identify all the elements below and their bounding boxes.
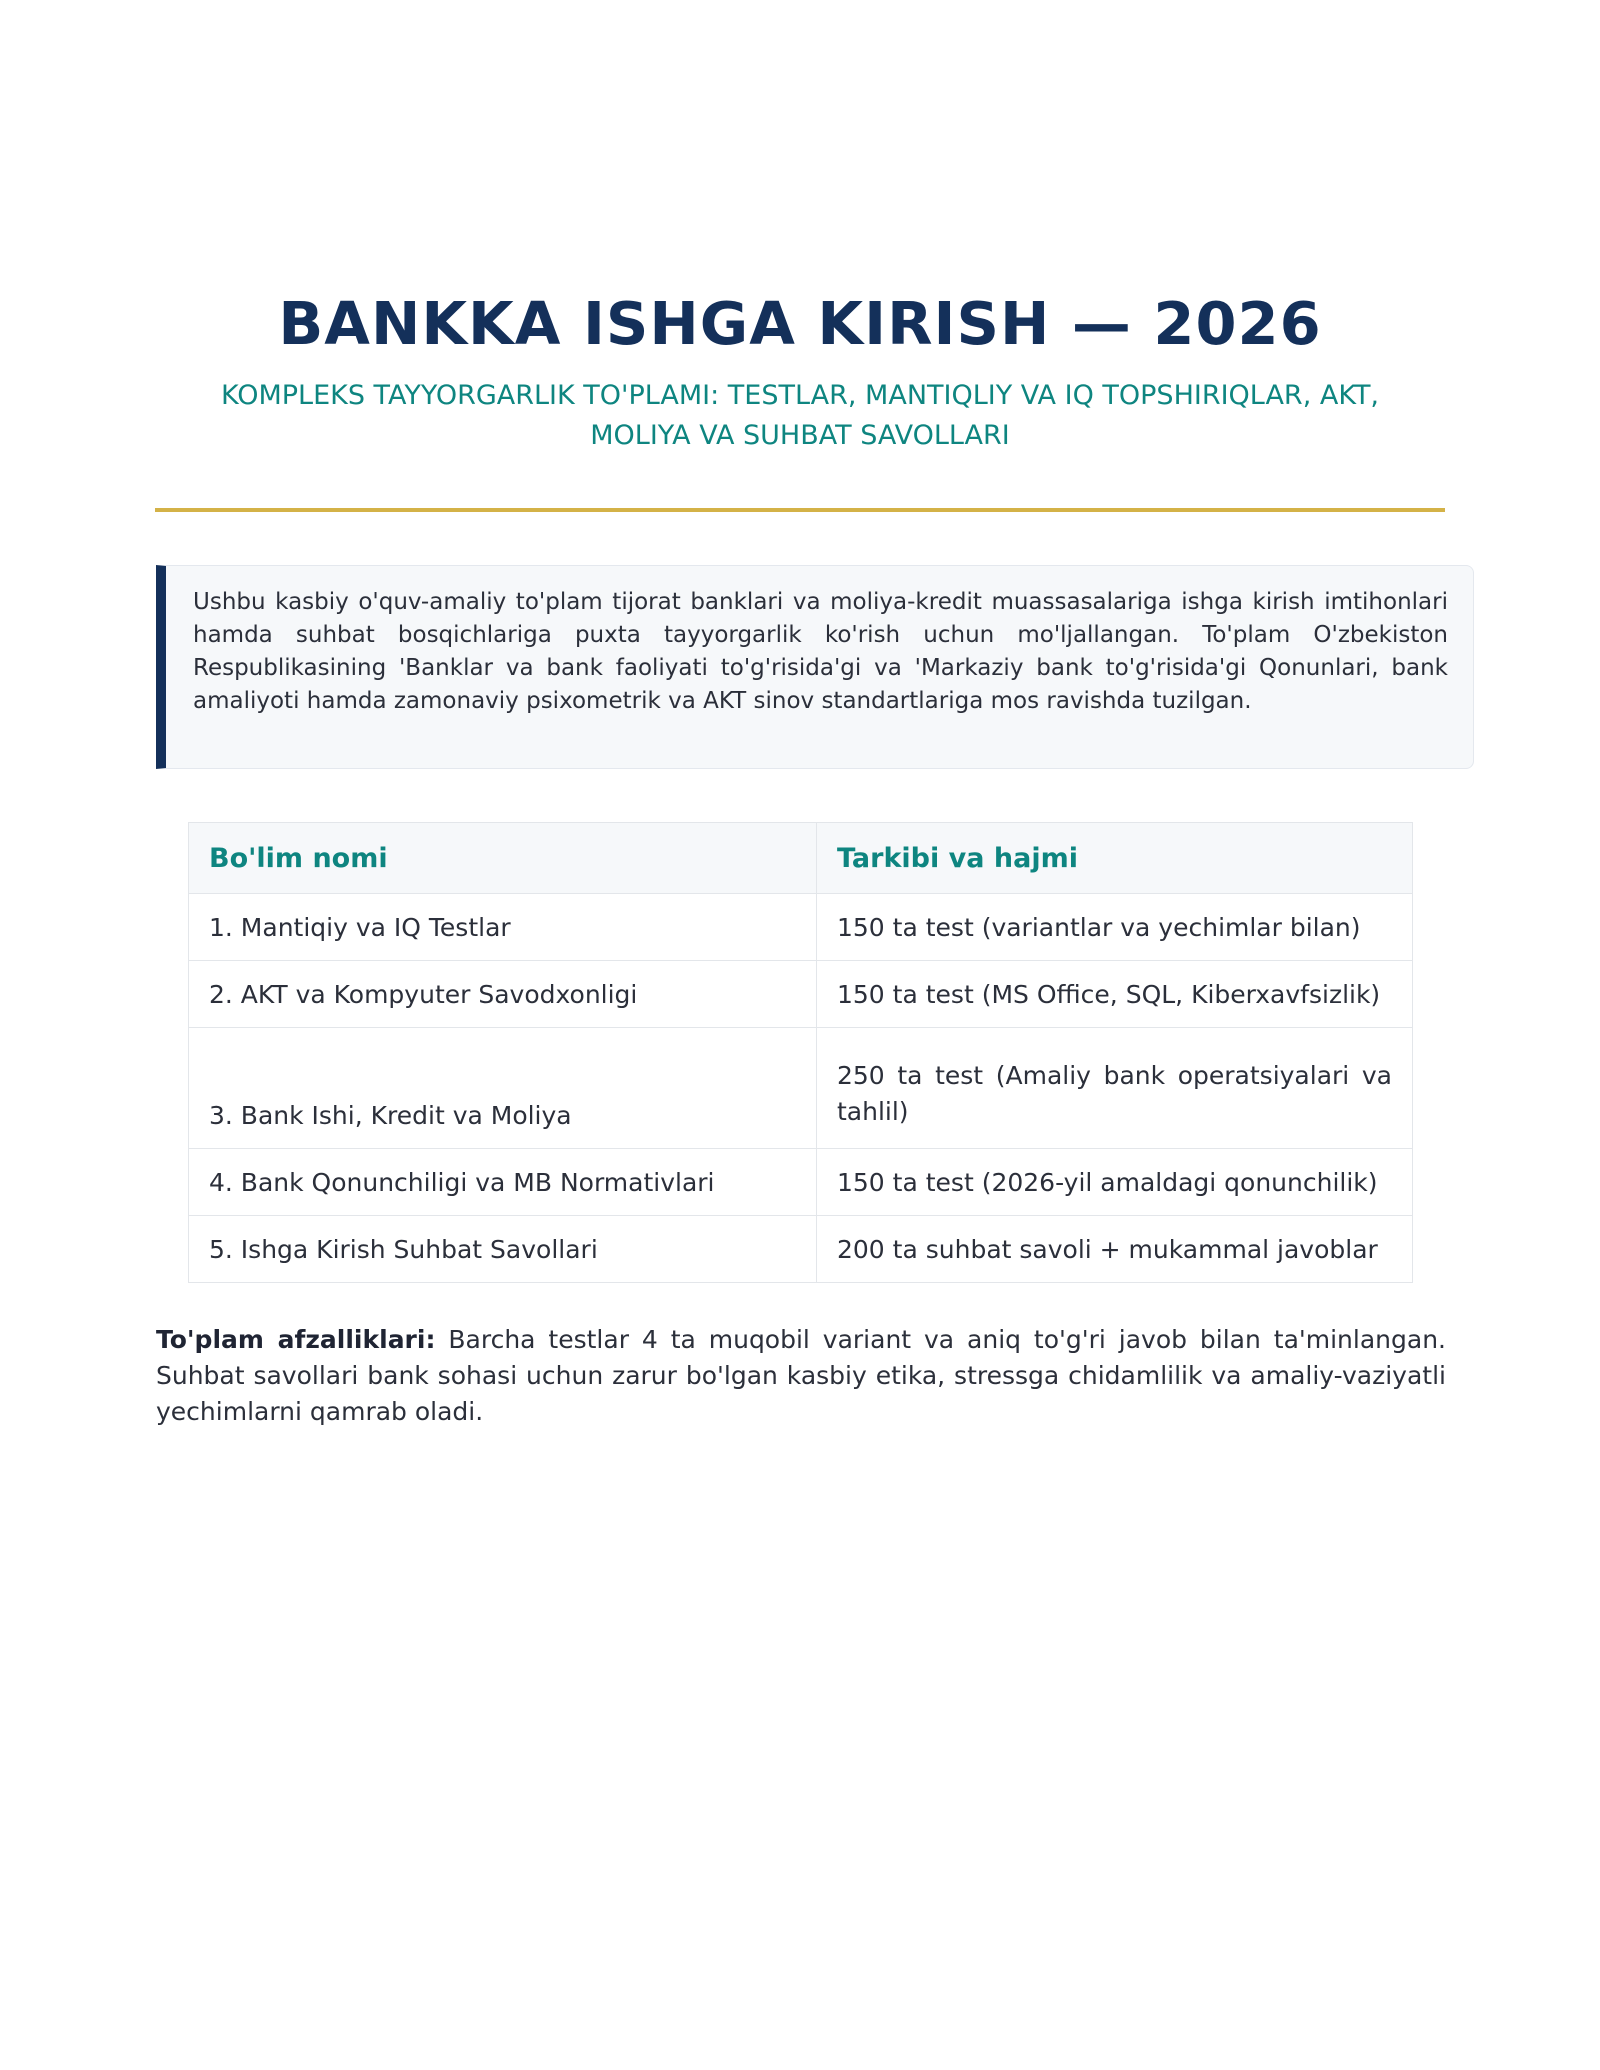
subtitle-line-2: MOLIYA VA SUHBAT SAVOLLARI [590, 420, 1010, 451]
table-header-row [189, 823, 1413, 894]
section-name: 1. Mantiqiy va IQ Testlar [189, 894, 817, 961]
table-row [189, 894, 1413, 961]
section-content: 150 ta test (MS Office, SQL, Kiberxavfsizlik) [817, 961, 1413, 1028]
header-section-content: Tarkibi va hajmi [817, 823, 1413, 894]
section-content: 150 ta test (2026-yil amaldagi qonunchilik) [817, 1149, 1413, 1216]
table-row [189, 1028, 1413, 1149]
advantages-label: To'plam afzalliklari: [156, 1325, 436, 1354]
section-content: 250 ta test (Amaliy bank operatsiyalari va tahlil) [817, 1028, 1413, 1149]
table-row [189, 1149, 1413, 1216]
advantages-paragraph [156, 1322, 1446, 1430]
advantages-text: Barcha testlar 4 ta muqobil variant va aniq to'g'ri javob bilan ta'minlangan. Suhbat savollari bank sohasi uchun zarur bo'lgan kasbiy etika, stressga chidamlilik va amaliy-vaziyatli yechimlarni qamrab oladi. [156, 1325, 1446, 1426]
section-content: 150 ta test (variantlar va yechimlar bilan) [817, 894, 1413, 961]
section-name: 5. Ishga Kirish Suhbat Savollari [189, 1216, 817, 1283]
intro-text: Ushbu kasbiy o'quv-amaliy to'plam tijorat banklari va moliya-kredit muassasalariga ishga kirish imtihonlari hamda suhbat bosqichlariga puxta tayyorgarlik ko'rish uchun mo'ljallangan. To'plam O'zbekiston Respublikasining 'Banklar va bank faoliyati to'g'risida'gi va 'Markaziy bank to'g'risida'gi Qonunlari, bank amaliyoti hamda zamonaviy psixometrik va AKT sinov standartlariga mos ravishda tuzilgan. [193, 589, 1448, 714]
header-section-name: Bo'lim nomi [189, 823, 817, 894]
table-row [189, 961, 1413, 1028]
subtitle-line-1: KOMPLEKS TAYYORGARLIK TO'PLAMI: TESTLAR, MANTIQLIY VA IQ TOPSHIRIQLAR, AKT, [220, 380, 1380, 411]
section-name: 4. Bank Qonunchiligi va MB Normativlari [189, 1149, 817, 1216]
title-divider [155, 508, 1445, 512]
section-name: 2. AKT va Kompyuter Savodxonligi [189, 961, 817, 1028]
intro-callout [156, 565, 1474, 769]
page-subtitle [155, 376, 1445, 456]
table-row [189, 1216, 1413, 1283]
section-name: 3. Bank Ishi, Kredit va Moliya [189, 1028, 817, 1149]
page-title: BANKKA ISHGA KIRISH — 2026 [278, 289, 1322, 358]
section-content: 200 ta suhbat savoli + mukammal javoblar [817, 1216, 1413, 1283]
sections-table [188, 822, 1413, 1283]
